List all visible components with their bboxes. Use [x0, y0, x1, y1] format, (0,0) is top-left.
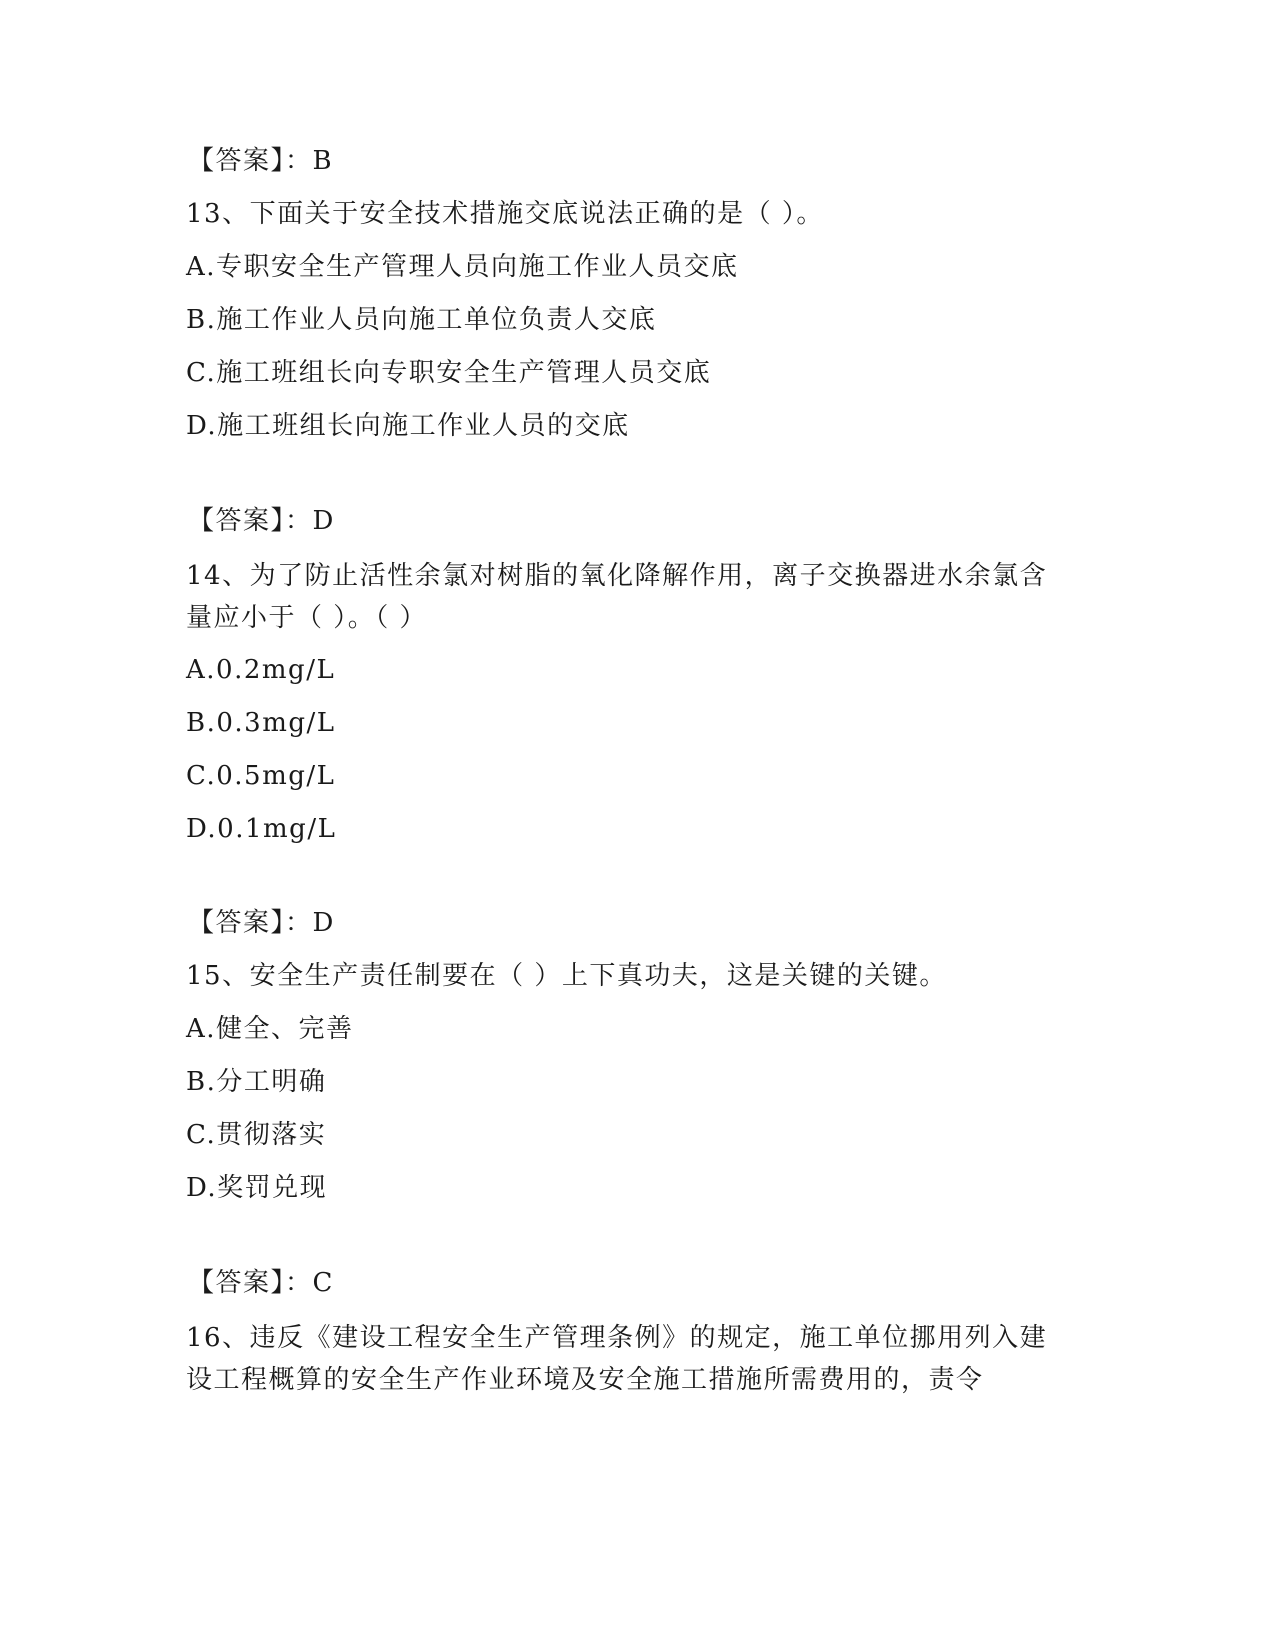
question-14-option-c: C.0.5mg/L: [186, 761, 336, 791]
question-13-option-b: B.施工作业人员向施工单位负责人交底: [186, 305, 657, 335]
question-13-option-c: C.施工班组长向专职安全生产管理人员交底: [186, 358, 712, 388]
question-13-option-d: D.施工班组长向施工作业人员的交底: [186, 411, 630, 441]
answer-line-12: 【答案】：B: [188, 146, 334, 176]
question-15-option-b: B.分工明确: [186, 1067, 327, 1097]
question-14-option-d: D.0.1mg/L: [186, 814, 337, 844]
question-14-text: 14、为了防止活性余氯对树脂的氧化降解作用，离子交换器进水余氯含量应小于（ ）。（ ）: [186, 561, 1048, 633]
answer-line-13: 【答案】：D: [188, 506, 335, 536]
question-15-option-c: C.贯彻落实: [186, 1120, 327, 1150]
question-16-text: 16、违反《建设工程安全生产管理条例》的规定，施工单位挪用列入建设工程概算的安全生产作业环境及安全施工措施所需费用的，责令: [186, 1323, 1048, 1395]
question-14-option-b: B.0.3mg/L: [186, 708, 336, 738]
question-14-option-a: A.0.2mg/L: [186, 655, 336, 685]
answer-line-14: 【答案】：D: [188, 908, 335, 938]
question-13-text: 13、下面关于安全技术措施交底说法正确的是（ ）。: [186, 199, 824, 229]
answer-line-15: 【答案】：C: [188, 1268, 334, 1298]
question-13-option-a: A.专职安全生产管理人员向施工作业人员交底: [186, 252, 739, 282]
question-15-text: 15、安全生产责任制要在（ ）上下真功夫，这是关键的关键。: [186, 961, 947, 991]
question-15-option-d: D.奖罚兑现: [186, 1173, 328, 1203]
question-15-option-a: A.健全、完善: [186, 1014, 354, 1044]
